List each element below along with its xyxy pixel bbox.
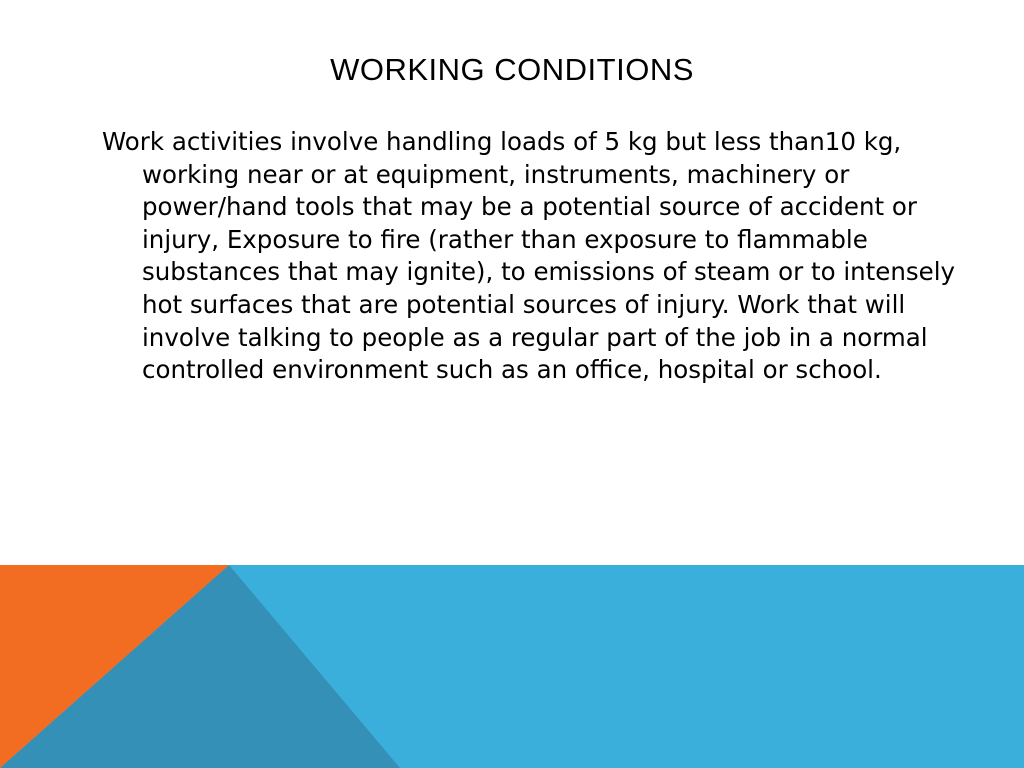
- decorative-footer-band: [0, 565, 1024, 768]
- slide-body-text: Work activities involve handling loads of 5 kg but less than10 kg, working near or at equipment, instruments, machinery or power/hand tools that may be a potential source of accident or injury, Exposure to fire (rather than exposure to flammable substances that may ignite), to emissions of steam or to intensely hot surfaces that are potential sources of injury. Work that will involve talking to people as a regular part of the job in a normal controlled environment such as an office, hospital or school.: [102, 127, 956, 385]
- slide-title: WORKING CONDITIONS: [330, 52, 694, 87]
